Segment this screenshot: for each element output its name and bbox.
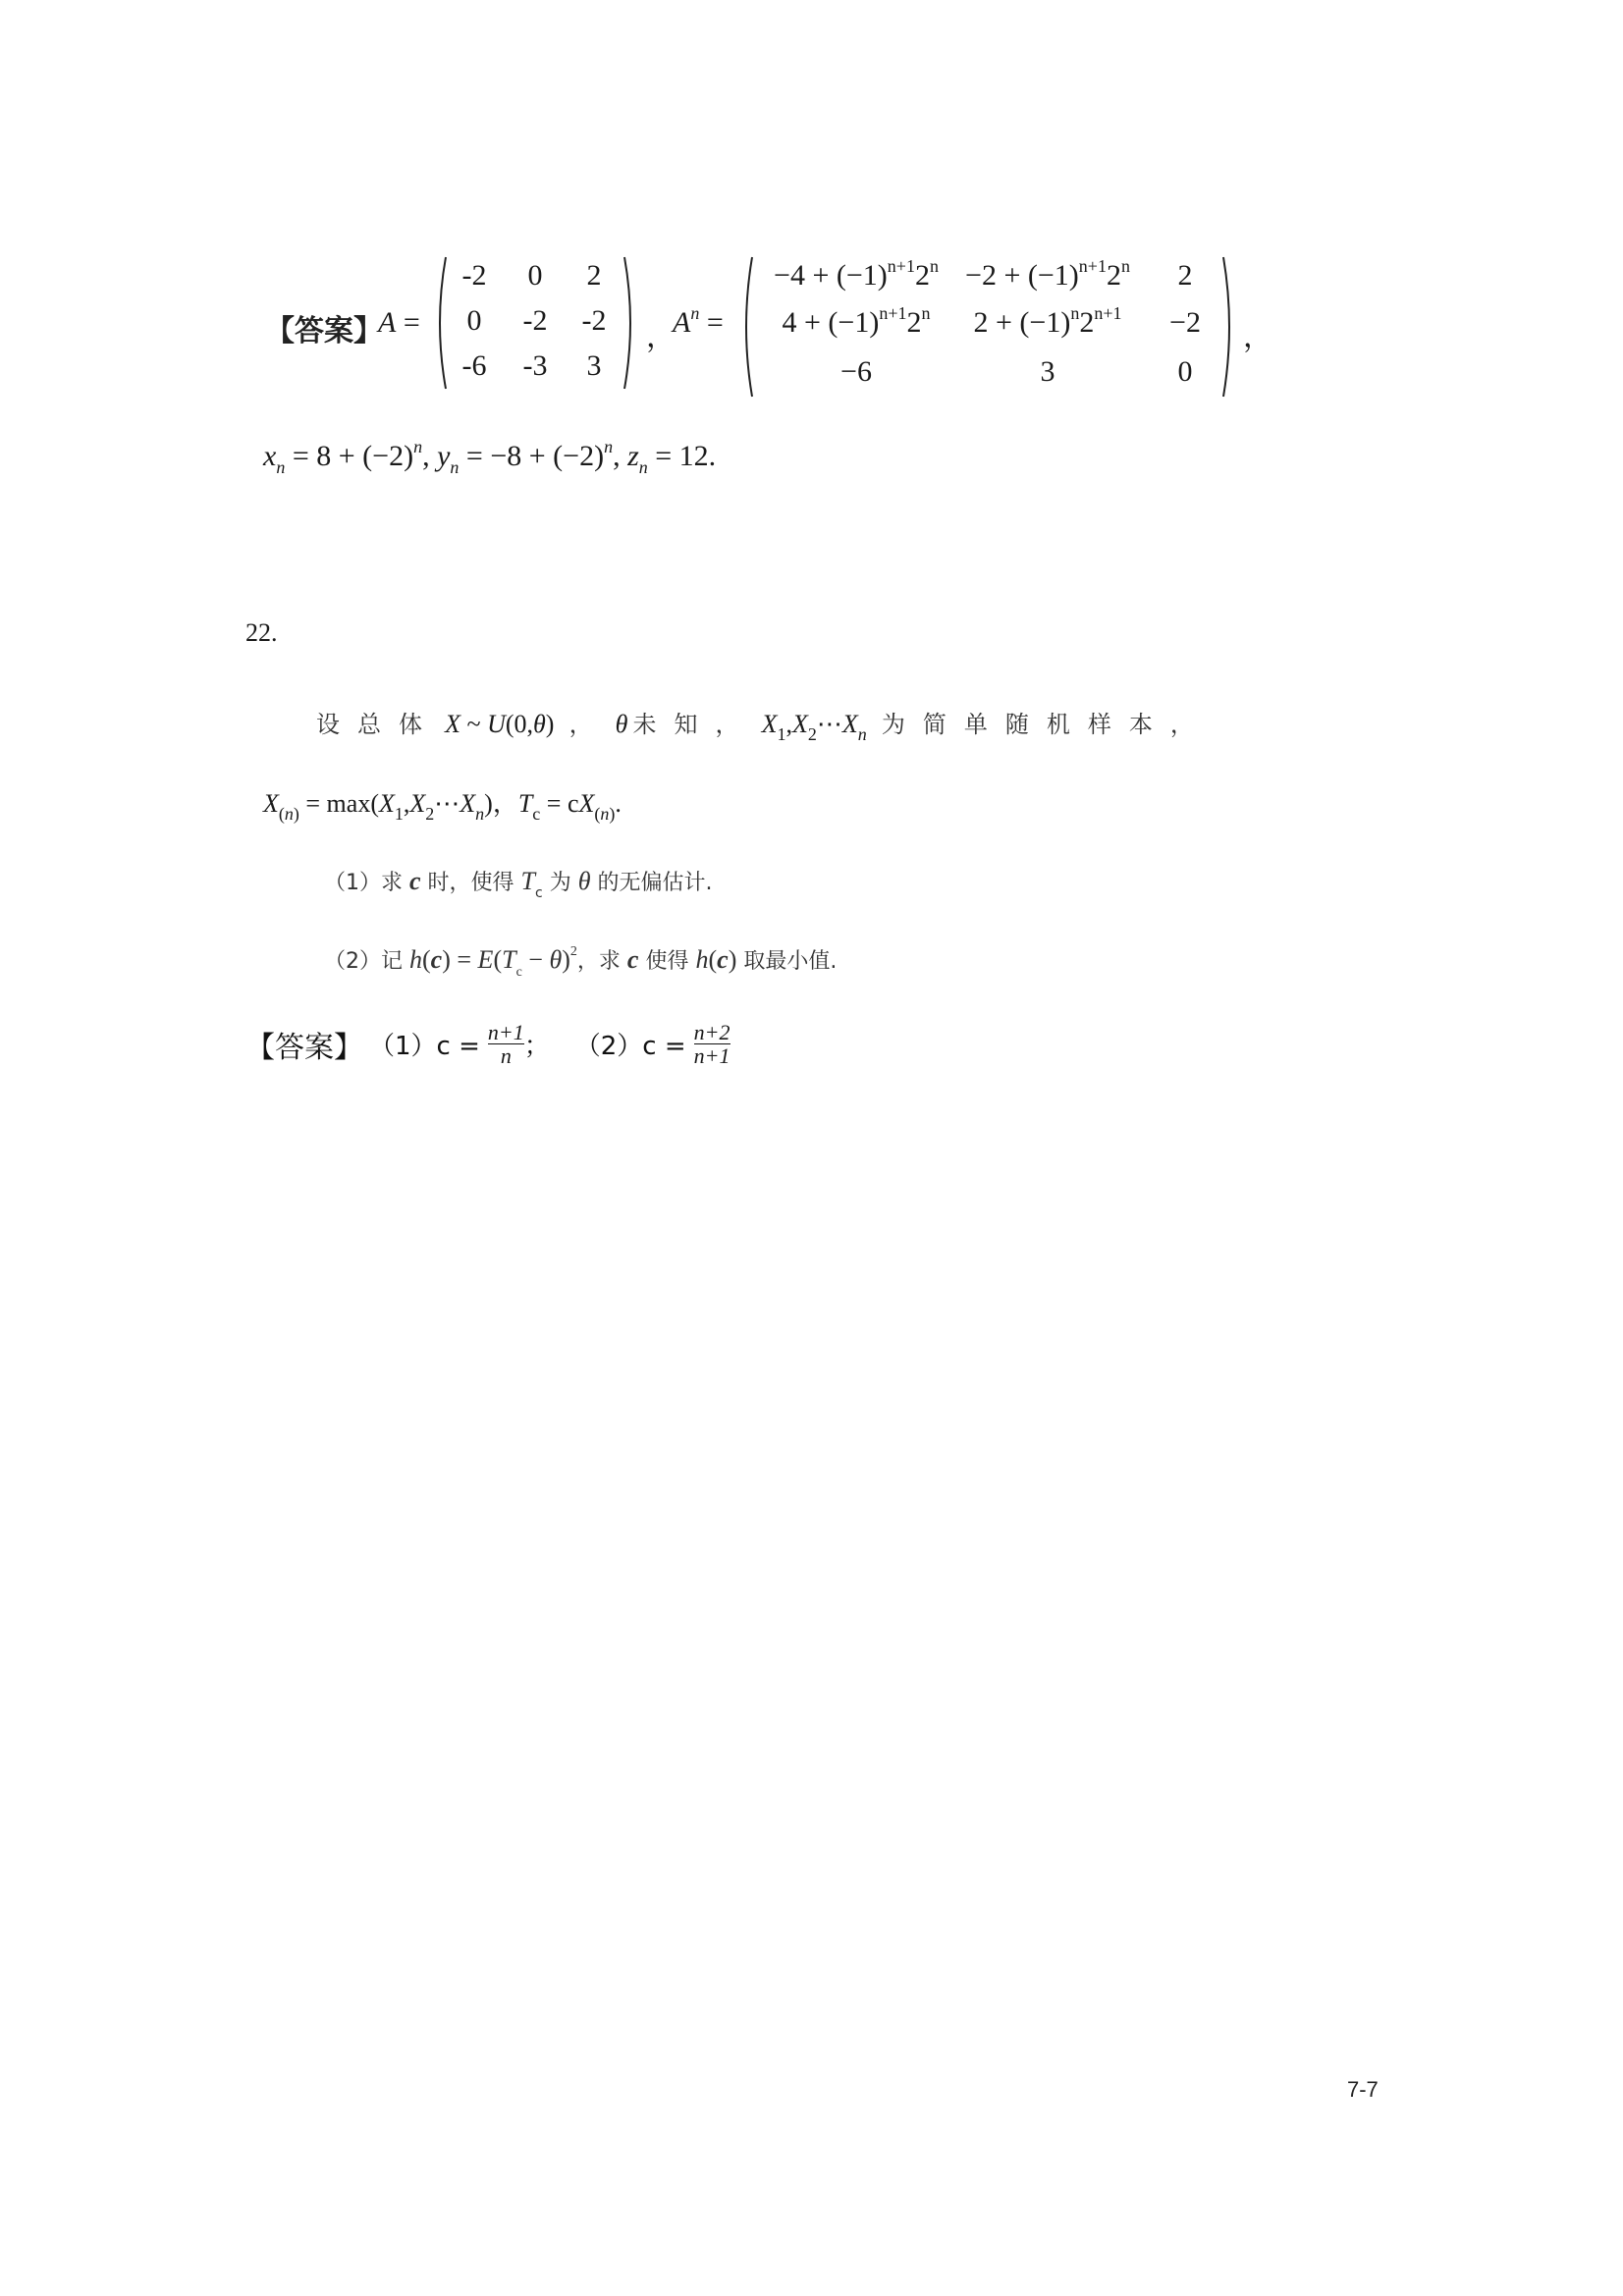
matrix-a-cell: -2 [581,304,607,337]
question-part-1: （1）求 c 时，使得 $T_c$ 为 θ 的无偏估计. [324,867,713,901]
answer-2-prefix: （2）c = [574,1032,686,1062]
matrix-an-cell: −6 [840,355,872,388]
question-number: 22. [245,618,278,647]
answer-1-denominator: n [500,1043,512,1069]
matrix-an-superscript: n [690,303,700,323]
matrix-an-cell: $-2 + (-1)^{n+1}2^n$ [965,256,1130,292]
matrix-an-cell: 2 [1177,259,1193,292]
trailing-comma: ， [1243,321,1272,353]
matrix-an [738,253,1237,400]
answer-separator: ； [523,1032,550,1062]
matrix-a-cell: 0 [527,259,543,292]
page-number: 7-7 [1347,2077,1379,2102]
matrix-an-label [673,303,724,340]
answer-tag-q22: 【答案】 [245,1030,363,1065]
sequence-formula: $x_n = 8 + (-2)^n$, $y_n = -8 + (-2)^n$, $z_n = 12$. [263,437,717,477]
matrix-a-cell: -6 [461,349,487,382]
matrix-an-cell: −2 [1169,306,1201,339]
answer-2-fraction [694,1021,730,1067]
matrix-an-symbol: A [673,306,691,339]
answer-1-fraction [488,1021,524,1067]
matrix-a [432,253,638,393]
matrix-a-cell: 2 [586,259,602,292]
matrix-a-label: A = [378,306,420,339]
matrix-a-cell: -2 [461,259,487,292]
question-part-2: （2）记 $h(c) = E(T_c - \theta)^2$，求 c 使得 h(c) 取最小值. [324,944,838,980]
matrix-an-equals: = [706,306,724,339]
matrix-a-cell: -2 [522,304,548,337]
matrix-an-cell: 0 [1177,355,1193,388]
answer-1-numerator: n+1 [487,1020,524,1044]
matrix-an-cell: $2 + (-1)^n2^{n+1}$ [973,303,1122,339]
matrix-a-cell: 3 [586,349,602,382]
question-stem-line-2: $X_{(n)}$ = $\max(X_1,X_2\cdots X_n)$，$T_c = cX_{(n)}$. [263,789,622,824]
answer-1-prefix: （1）c = [369,1032,480,1062]
answer-2-denominator: n+1 [693,1043,730,1069]
question-stem-line-1: 设总体 X ~ U(0,θ) ， θ 未知， $X_1,X_2\cdots X_n$ 为简单随机样本， [316,710,1212,744]
matrix-an-cell: 3 [1040,355,1055,388]
answer-row-q22 [245,1021,730,1067]
answer-2-numerator: n+2 [693,1020,730,1044]
answer-tag-q21: 【答案】 [265,314,383,348]
matrix-a-cell: 0 [466,304,482,337]
matrix-a-cell: -3 [522,349,548,382]
matrix-an-cell: $4 + (-1)^{n+1}2^n$ [782,303,931,339]
separator-comma: ， [646,321,676,353]
matrix-an-cell: $-4 + (-1)^{n+1}2^n$ [774,256,939,292]
